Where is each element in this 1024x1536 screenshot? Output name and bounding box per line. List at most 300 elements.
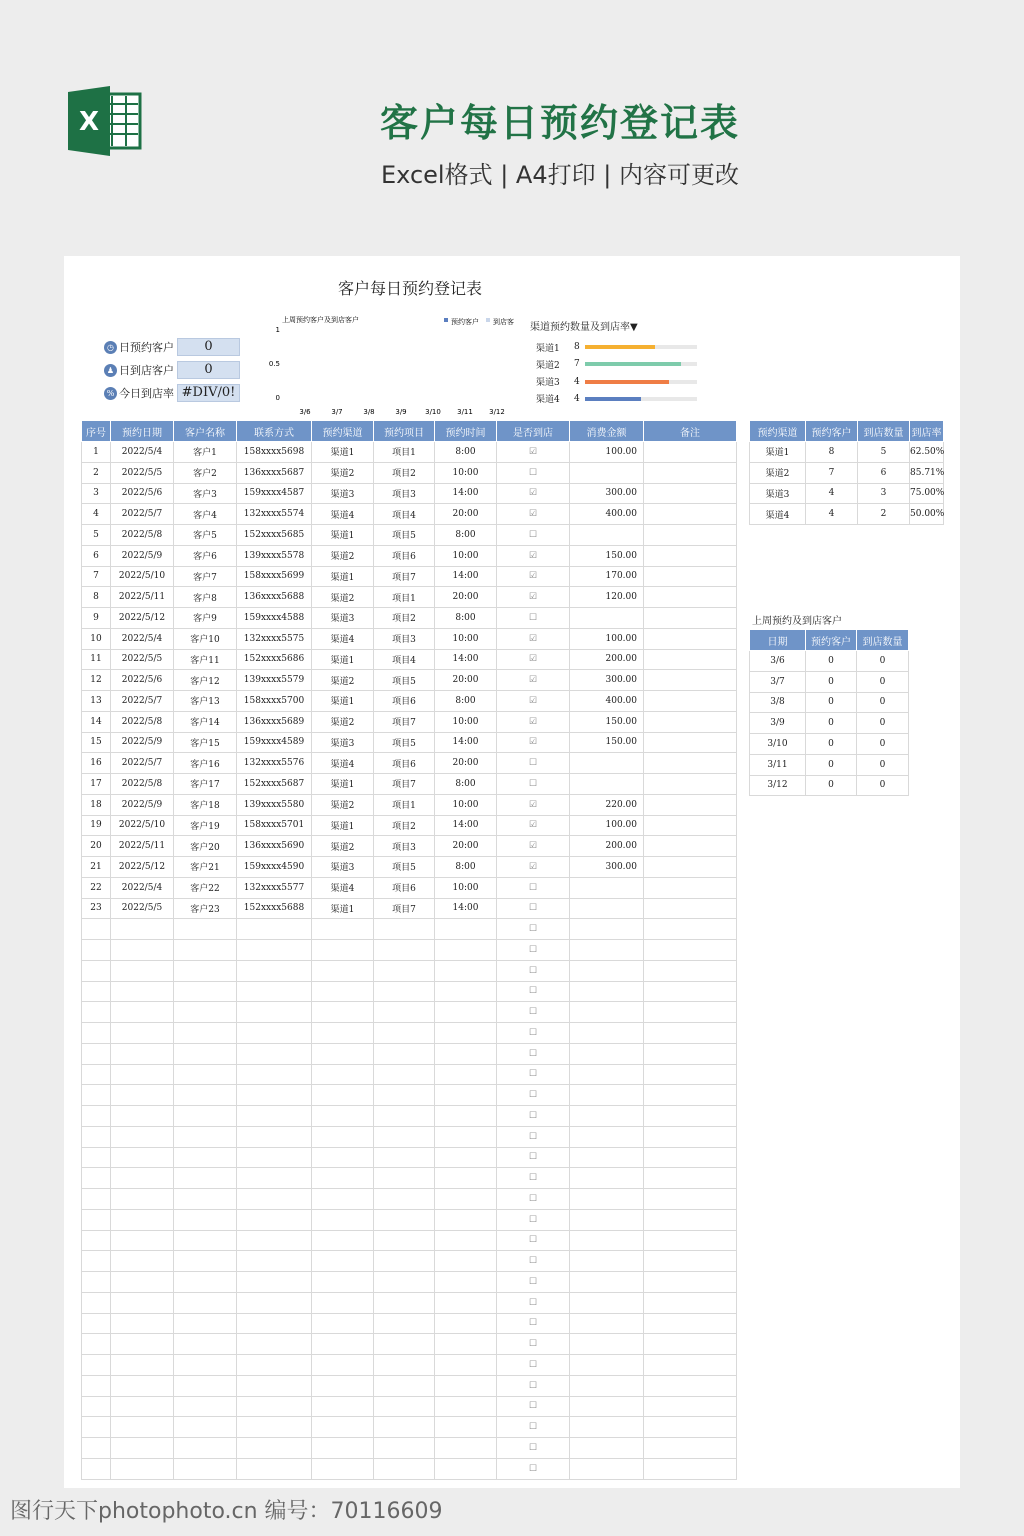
table-cell[interactable]	[570, 1313, 644, 1334]
table-cell[interactable]	[435, 919, 497, 940]
table-cell[interactable]	[237, 919, 312, 940]
table-cell[interactable]	[237, 1458, 312, 1479]
table-cell[interactable]	[374, 1230, 435, 1251]
table-cell[interactable]: 项目5	[374, 525, 435, 546]
table-cell[interactable]	[644, 877, 737, 898]
checkbox[interactable]: ☑	[497, 628, 570, 649]
table-cell[interactable]: 项目1	[374, 794, 435, 815]
table-cell[interactable]: 3/9	[750, 713, 806, 734]
table-cell[interactable]: 客户15	[174, 732, 237, 753]
table-cell[interactable]	[435, 1064, 497, 1085]
column-header[interactable]: 日期	[750, 630, 806, 651]
table-cell[interactable]: 客户22	[174, 877, 237, 898]
table-cell[interactable]	[570, 1396, 644, 1417]
table-cell[interactable]: 客户16	[174, 753, 237, 774]
kpi-value[interactable]: 0	[177, 361, 240, 379]
table-cell[interactable]	[644, 670, 737, 691]
table-cell[interactable]	[174, 1023, 237, 1044]
table-cell[interactable]: 16	[82, 753, 111, 774]
table-cell[interactable]: 200.00	[570, 649, 644, 670]
table-cell[interactable]	[644, 628, 737, 649]
table-cell[interactable]: 10:00	[435, 877, 497, 898]
table-cell[interactable]	[374, 960, 435, 981]
table-cell[interactable]: 渠道1	[312, 525, 374, 546]
table-cell[interactable]	[82, 1417, 111, 1438]
table-cell[interactable]: 5	[858, 442, 910, 463]
table-cell[interactable]: 渠道2	[750, 462, 806, 483]
table-cell[interactable]: 项目3	[374, 628, 435, 649]
table-cell[interactable]: 3/8	[750, 692, 806, 713]
table-cell[interactable]	[312, 1209, 374, 1230]
table-cell[interactable]	[237, 1085, 312, 1106]
column-header[interactable]: 消费金额	[570, 421, 644, 442]
table-cell[interactable]	[111, 1147, 174, 1168]
table-cell[interactable]: 10	[82, 628, 111, 649]
table-cell[interactable]	[644, 1313, 737, 1334]
table-cell[interactable]: 渠道2	[312, 587, 374, 608]
checkbox[interactable]: ☐	[497, 940, 570, 961]
table-cell[interactable]	[174, 1168, 237, 1189]
table-cell[interactable]	[174, 1002, 237, 1023]
table-cell[interactable]	[435, 1126, 497, 1147]
table-cell[interactable]	[570, 877, 644, 898]
table-cell[interactable]	[111, 1272, 174, 1293]
table-cell[interactable]	[435, 1002, 497, 1023]
table-cell[interactable]	[82, 1209, 111, 1230]
column-header[interactable]: 预约渠道	[312, 421, 374, 442]
table-cell[interactable]: 300.00	[570, 857, 644, 878]
table-cell[interactable]	[435, 1147, 497, 1168]
checkbox[interactable]: ☐	[497, 1251, 570, 1272]
table-cell[interactable]: 8:00	[435, 608, 497, 629]
table-cell[interactable]: 20:00	[435, 587, 497, 608]
table-cell[interactable]: 渠道1	[312, 691, 374, 712]
table-cell[interactable]: 3/7	[750, 671, 806, 692]
table-cell[interactable]	[644, 1126, 737, 1147]
table-cell[interactable]: 项目7	[374, 711, 435, 732]
table-cell[interactable]	[237, 1375, 312, 1396]
checkbox[interactable]: ☑	[497, 815, 570, 836]
table-cell[interactable]: 项目7	[374, 898, 435, 919]
table-cell[interactable]	[111, 1126, 174, 1147]
table-cell[interactable]: 139xxxx5580	[237, 794, 312, 815]
table-cell[interactable]: 4	[806, 483, 858, 504]
table-cell[interactable]	[82, 1396, 111, 1417]
table-cell[interactable]: 0	[806, 651, 857, 672]
table-cell[interactable]	[435, 940, 497, 961]
table-cell[interactable]	[570, 1375, 644, 1396]
table-cell[interactable]	[312, 1168, 374, 1189]
table-cell[interactable]	[644, 1417, 737, 1438]
table-cell[interactable]	[312, 1251, 374, 1272]
table-cell[interactable]	[237, 981, 312, 1002]
table-cell[interactable]	[435, 1189, 497, 1210]
table-cell[interactable]: 2	[82, 462, 111, 483]
table-cell[interactable]: 渠道4	[312, 628, 374, 649]
table-cell[interactable]	[374, 1085, 435, 1106]
table-cell[interactable]	[111, 1355, 174, 1376]
column-header[interactable]: 序号	[82, 421, 111, 442]
table-cell[interactable]: 渠道3	[312, 483, 374, 504]
table-cell[interactable]: 客户18	[174, 794, 237, 815]
checkbox[interactable]: ☐	[497, 608, 570, 629]
table-cell[interactable]: 项目6	[374, 691, 435, 712]
table-cell[interactable]	[174, 1106, 237, 1127]
table-cell[interactable]	[174, 1375, 237, 1396]
table-cell[interactable]	[644, 1396, 737, 1417]
table-cell[interactable]: 客户8	[174, 587, 237, 608]
table-cell[interactable]	[82, 1230, 111, 1251]
table-cell[interactable]	[644, 1375, 737, 1396]
table-cell[interactable]: 2022/5/10	[111, 566, 174, 587]
table-cell[interactable]	[82, 1064, 111, 1085]
table-cell[interactable]: 5	[82, 525, 111, 546]
checkbox[interactable]: ☐	[497, 774, 570, 795]
table-cell[interactable]: 渠道1	[312, 815, 374, 836]
table-cell[interactable]	[111, 1292, 174, 1313]
checkbox[interactable]: ☐	[497, 981, 570, 1002]
checkbox[interactable]: ☐	[497, 1126, 570, 1147]
table-cell[interactable]: 2022/5/5	[111, 898, 174, 919]
table-cell[interactable]: 渠道2	[312, 545, 374, 566]
table-cell[interactable]	[174, 1417, 237, 1438]
table-cell[interactable]	[312, 1334, 374, 1355]
table-cell[interactable]	[312, 1292, 374, 1313]
table-cell[interactable]	[237, 1106, 312, 1127]
table-cell[interactable]	[312, 940, 374, 961]
table-cell[interactable]: 20:00	[435, 836, 497, 857]
table-cell[interactable]: 8:00	[435, 857, 497, 878]
checkbox[interactable]: ☐	[497, 1168, 570, 1189]
table-cell[interactable]	[644, 608, 737, 629]
table-cell[interactable]: 6	[82, 545, 111, 566]
table-cell[interactable]: 14:00	[435, 649, 497, 670]
table-cell[interactable]: 20:00	[435, 670, 497, 691]
table-cell[interactable]	[312, 1396, 374, 1417]
table-cell[interactable]: 2022/5/9	[111, 794, 174, 815]
table-cell[interactable]: 22	[82, 877, 111, 898]
table-cell[interactable]: 0	[857, 692, 909, 713]
table-cell[interactable]	[435, 1375, 497, 1396]
table-cell[interactable]	[237, 1043, 312, 1064]
table-cell[interactable]: 1	[82, 442, 111, 463]
table-cell[interactable]	[570, 1272, 644, 1293]
table-cell[interactable]: 7	[82, 566, 111, 587]
checkbox[interactable]: ☑	[497, 587, 570, 608]
table-cell[interactable]: 400.00	[570, 504, 644, 525]
table-cell[interactable]: 项目3	[374, 836, 435, 857]
table-cell[interactable]	[312, 1126, 374, 1147]
table-cell[interactable]: 139xxxx5578	[237, 545, 312, 566]
table-cell[interactable]: 项目4	[374, 649, 435, 670]
checkbox[interactable]: ☐	[497, 1189, 570, 1210]
table-cell[interactable]	[644, 1438, 737, 1459]
table-cell[interactable]: 2022/5/8	[111, 525, 174, 546]
table-cell[interactable]: 项目6	[374, 753, 435, 774]
table-cell[interactable]: 2022/5/6	[111, 483, 174, 504]
table-cell[interactable]	[374, 1375, 435, 1396]
table-cell[interactable]: 项目5	[374, 732, 435, 753]
table-cell[interactable]: 客户14	[174, 711, 237, 732]
table-cell[interactable]	[644, 1458, 737, 1479]
table-cell[interactable]	[570, 940, 644, 961]
table-cell[interactable]: 渠道2	[312, 794, 374, 815]
table-cell[interactable]: 21	[82, 857, 111, 878]
table-cell[interactable]	[174, 919, 237, 940]
table-cell[interactable]	[374, 1023, 435, 1044]
table-cell[interactable]	[312, 1002, 374, 1023]
table-cell[interactable]	[82, 1272, 111, 1293]
table-cell[interactable]: 2	[858, 504, 910, 525]
table-cell[interactable]	[374, 940, 435, 961]
table-cell[interactable]: 渠道4	[312, 753, 374, 774]
table-cell[interactable]	[312, 1064, 374, 1085]
table-cell[interactable]	[174, 1334, 237, 1355]
table-cell[interactable]: 客户19	[174, 815, 237, 836]
table-cell[interactable]	[312, 1375, 374, 1396]
column-header[interactable]: 预约时间	[435, 421, 497, 442]
table-cell[interactable]	[312, 1023, 374, 1044]
table-cell[interactable]	[644, 919, 737, 940]
checkbox[interactable]: ☐	[497, 462, 570, 483]
table-cell[interactable]: 3/12	[750, 775, 806, 796]
table-cell[interactable]: 23	[82, 898, 111, 919]
table-cell[interactable]	[374, 1251, 435, 1272]
table-cell[interactable]: 220.00	[570, 794, 644, 815]
table-cell[interactable]: 项目2	[374, 815, 435, 836]
table-cell[interactable]	[374, 1313, 435, 1334]
table-cell[interactable]: 渠道1	[312, 774, 374, 795]
table-cell[interactable]	[174, 1396, 237, 1417]
table-cell[interactable]	[570, 919, 644, 940]
table-cell[interactable]	[644, 1168, 737, 1189]
table-cell[interactable]: 10:00	[435, 794, 497, 815]
table-cell[interactable]: 2022/5/11	[111, 836, 174, 857]
table-cell[interactable]: 渠道2	[312, 462, 374, 483]
table-cell[interactable]: 10:00	[435, 628, 497, 649]
table-cell[interactable]: 300.00	[570, 483, 644, 504]
table-cell[interactable]	[174, 1251, 237, 1272]
table-cell[interactable]	[82, 919, 111, 940]
table-cell[interactable]	[644, 711, 737, 732]
table-cell[interactable]	[435, 1438, 497, 1459]
table-cell[interactable]: 159xxxx4590	[237, 857, 312, 878]
table-cell[interactable]: 客户13	[174, 691, 237, 712]
checkbox[interactable]: ☑	[497, 566, 570, 587]
table-cell[interactable]	[644, 981, 737, 1002]
checkbox[interactable]: ☐	[497, 1313, 570, 1334]
table-cell[interactable]	[644, 815, 737, 836]
table-cell[interactable]: 75.00%	[910, 483, 944, 504]
table-cell[interactable]	[374, 1438, 435, 1459]
table-cell[interactable]: 158xxxx5701	[237, 815, 312, 836]
table-cell[interactable]	[111, 1251, 174, 1272]
checkbox[interactable]: ☐	[497, 1458, 570, 1479]
table-cell[interactable]: 139xxxx5579	[237, 670, 312, 691]
table-cell[interactable]: 158xxxx5698	[237, 442, 312, 463]
table-cell[interactable]: 159xxxx4588	[237, 608, 312, 629]
column-header[interactable]: 到店数量	[858, 421, 910, 442]
checkbox[interactable]: ☑	[497, 794, 570, 815]
table-cell[interactable]	[111, 1043, 174, 1064]
table-cell[interactable]: 9	[82, 608, 111, 629]
table-cell[interactable]: 20:00	[435, 504, 497, 525]
table-cell[interactable]	[111, 1396, 174, 1417]
table-cell[interactable]	[82, 960, 111, 981]
table-cell[interactable]	[111, 1106, 174, 1127]
table-cell[interactable]: 132xxxx5576	[237, 753, 312, 774]
table-cell[interactable]: 渠道1	[312, 566, 374, 587]
table-cell[interactable]: 17	[82, 774, 111, 795]
table-cell[interactable]	[644, 691, 737, 712]
table-cell[interactable]	[374, 1417, 435, 1438]
table-cell[interactable]: 136xxxx5690	[237, 836, 312, 857]
table-cell[interactable]: 项目7	[374, 566, 435, 587]
table-cell[interactable]	[237, 1417, 312, 1438]
table-cell[interactable]	[312, 1355, 374, 1376]
table-cell[interactable]: 渠道4	[312, 504, 374, 525]
table-cell[interactable]	[644, 940, 737, 961]
column-header[interactable]: 到店率	[910, 421, 944, 442]
table-cell[interactable]	[570, 1064, 644, 1085]
table-cell[interactable]	[435, 1417, 497, 1438]
table-cell[interactable]	[570, 1417, 644, 1438]
table-cell[interactable]: 渠道1	[750, 442, 806, 463]
table-cell[interactable]: 100.00	[570, 815, 644, 836]
table-cell[interactable]	[111, 1064, 174, 1085]
table-cell[interactable]	[374, 1043, 435, 1064]
checkbox[interactable]: ☐	[497, 1334, 570, 1355]
table-cell[interactable]: 4	[82, 504, 111, 525]
checkbox[interactable]: ☐	[497, 1355, 570, 1376]
table-cell[interactable]: 0	[806, 775, 857, 796]
checkbox[interactable]: ☐	[497, 1147, 570, 1168]
table-cell[interactable]: 100.00	[570, 442, 644, 463]
table-cell[interactable]	[644, 1064, 737, 1085]
checkbox[interactable]: ☐	[497, 525, 570, 546]
table-cell[interactable]	[644, 1292, 737, 1313]
table-cell[interactable]	[111, 1189, 174, 1210]
table-cell[interactable]: 客户7	[174, 566, 237, 587]
column-header[interactable]: 客户名称	[174, 421, 237, 442]
table-cell[interactable]	[174, 1292, 237, 1313]
table-cell[interactable]: 150.00	[570, 545, 644, 566]
table-cell[interactable]	[644, 1023, 737, 1044]
column-header[interactable]: 联系方式	[237, 421, 312, 442]
table-cell[interactable]: 300.00	[570, 670, 644, 691]
table-cell[interactable]: 项目5	[374, 857, 435, 878]
table-cell[interactable]	[570, 1355, 644, 1376]
table-cell[interactable]	[374, 1168, 435, 1189]
table-cell[interactable]: 2022/5/12	[111, 608, 174, 629]
table-cell[interactable]: 150.00	[570, 732, 644, 753]
table-cell[interactable]	[644, 836, 737, 857]
table-cell[interactable]: 3/6	[750, 651, 806, 672]
checkbox[interactable]: ☐	[497, 1272, 570, 1293]
table-cell[interactable]	[570, 1438, 644, 1459]
table-cell[interactable]: 19	[82, 815, 111, 836]
table-cell[interactable]: 10:00	[435, 545, 497, 566]
table-cell[interactable]: 8:00	[435, 774, 497, 795]
table-cell[interactable]: 158xxxx5699	[237, 566, 312, 587]
table-cell[interactable]	[174, 1085, 237, 1106]
table-cell[interactable]	[312, 1106, 374, 1127]
table-cell[interactable]	[111, 1313, 174, 1334]
table-cell[interactable]	[237, 1292, 312, 1313]
table-cell[interactable]: 4	[806, 504, 858, 525]
table-cell[interactable]	[644, 1189, 737, 1210]
table-cell[interactable]: 3/11	[750, 754, 806, 775]
column-header[interactable]: 是否到店	[497, 421, 570, 442]
table-cell[interactable]	[237, 1168, 312, 1189]
table-cell[interactable]	[374, 1126, 435, 1147]
table-cell[interactable]	[237, 1355, 312, 1376]
table-cell[interactable]: 8	[806, 442, 858, 463]
table-cell[interactable]	[237, 1023, 312, 1044]
table-cell[interactable]: 客户10	[174, 628, 237, 649]
checkbox[interactable]: ☑	[497, 483, 570, 504]
table-cell[interactable]: 0	[857, 671, 909, 692]
checkbox[interactable]: ☐	[497, 1292, 570, 1313]
table-cell[interactable]	[435, 1272, 497, 1293]
table-cell[interactable]	[174, 1043, 237, 1064]
table-cell[interactable]	[111, 1230, 174, 1251]
table-cell[interactable]: 20	[82, 836, 111, 857]
checkbox[interactable]: ☐	[497, 1230, 570, 1251]
table-cell[interactable]	[435, 1209, 497, 1230]
table-cell[interactable]	[174, 940, 237, 961]
table-cell[interactable]	[374, 919, 435, 940]
table-cell[interactable]	[82, 1147, 111, 1168]
table-cell[interactable]	[644, 566, 737, 587]
table-cell[interactable]: 20:00	[435, 753, 497, 774]
table-cell[interactable]	[644, 732, 737, 753]
table-cell[interactable]	[570, 1230, 644, 1251]
table-cell[interactable]: 2022/5/4	[111, 442, 174, 463]
table-cell[interactable]: 200.00	[570, 836, 644, 857]
table-cell[interactable]: 10:00	[435, 462, 497, 483]
table-cell[interactable]: 项目3	[374, 483, 435, 504]
table-cell[interactable]	[374, 1002, 435, 1023]
table-cell[interactable]	[435, 1023, 497, 1044]
table-cell[interactable]: 渠道3	[312, 857, 374, 878]
table-cell[interactable]: 2022/5/7	[111, 691, 174, 712]
table-cell[interactable]: 136xxxx5689	[237, 711, 312, 732]
column-header[interactable]: 预约渠道	[750, 421, 806, 442]
table-cell[interactable]: 0	[857, 734, 909, 755]
table-cell[interactable]	[237, 1438, 312, 1459]
table-cell[interactable]: 14:00	[435, 732, 497, 753]
table-cell[interactable]	[644, 774, 737, 795]
table-cell[interactable]: 2022/5/11	[111, 587, 174, 608]
table-cell[interactable]	[312, 1438, 374, 1459]
table-cell[interactable]: 132xxxx5577	[237, 877, 312, 898]
table-cell[interactable]	[174, 1064, 237, 1085]
table-cell[interactable]: 152xxxx5686	[237, 649, 312, 670]
table-cell[interactable]	[312, 1458, 374, 1479]
table-cell[interactable]	[237, 1272, 312, 1293]
table-cell[interactable]: 2022/5/4	[111, 628, 174, 649]
table-cell[interactable]	[312, 1313, 374, 1334]
table-cell[interactable]: 客户11	[174, 649, 237, 670]
table-cell[interactable]: 159xxxx4587	[237, 483, 312, 504]
column-header[interactable]: 到店数量	[857, 630, 909, 651]
table-cell[interactable]	[570, 774, 644, 795]
table-cell[interactable]: 项目2	[374, 462, 435, 483]
kpi-value[interactable]: #DIV/0!	[177, 384, 240, 402]
table-cell[interactable]: 12	[82, 670, 111, 691]
table-cell[interactable]	[82, 1313, 111, 1334]
